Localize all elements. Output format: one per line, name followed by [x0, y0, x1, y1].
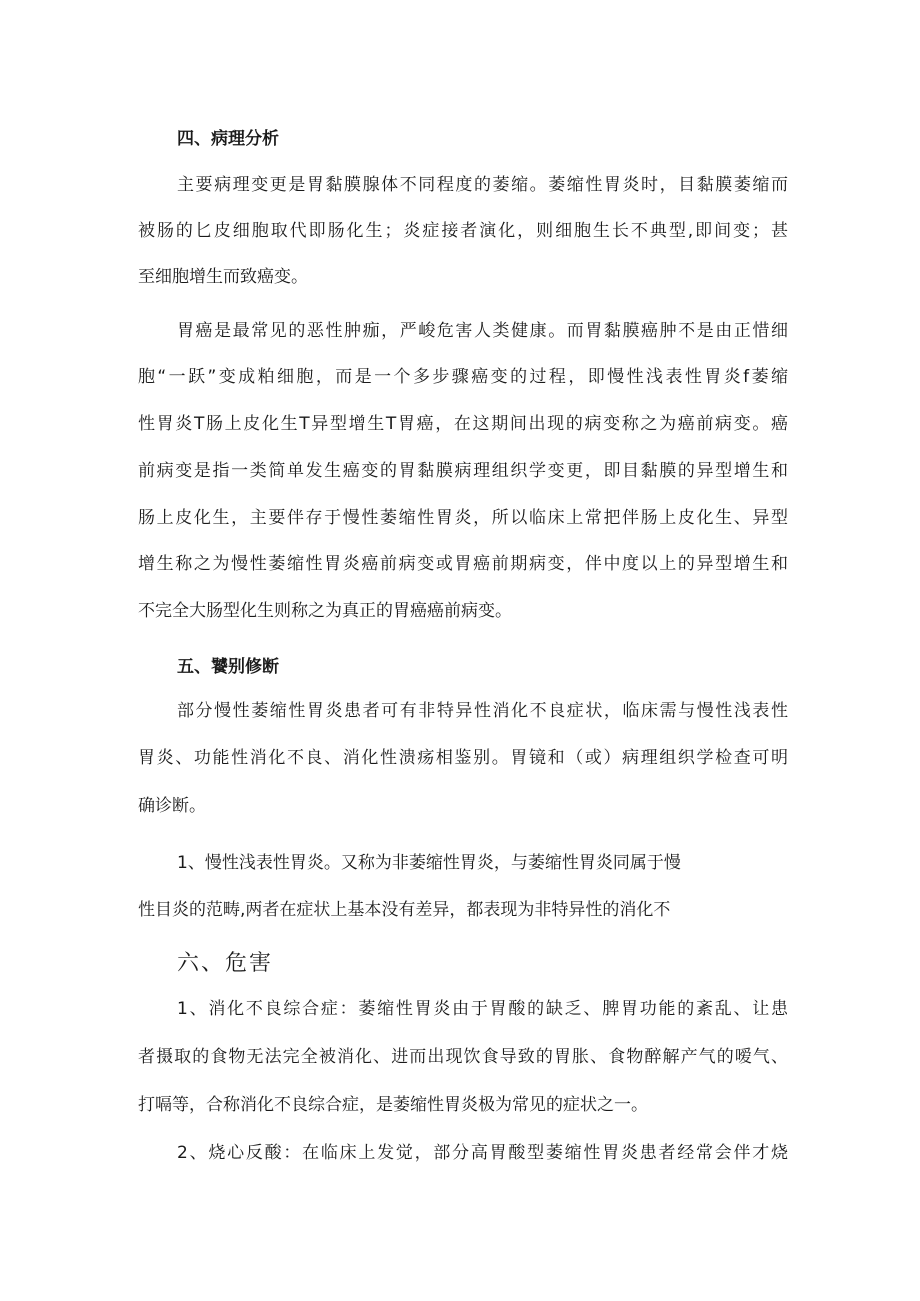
paragraph-line: 性胃炎T肠上皮化生T异型增生T胃癌，在这期间出现的病变称之为癌前病变。癌	[138, 414, 788, 434]
paragraph-line: 胃炎、功能性消化不良、消化性溃疡相鉴别。胃镜和（或）病理组织学检查可明	[138, 748, 788, 768]
paragraph-line: 肠上皮化生，主要伴存于慢性萎缩性胃炎，所以临床上常把伴肠上皮化生、异型	[138, 508, 788, 528]
paragraph-line: 打嗝等，合称消化不良综合症，是萎缩性胃炎极为常见的症状之一。	[138, 1095, 648, 1115]
paragraph-line: 胞“一跃”变成粕细胞，而是一个多步骤癌变的过程，即慢性浅表性胃炎f萎缩	[138, 367, 788, 387]
section-heading-differential-diagnosis: 五、饕别修断	[177, 657, 279, 677]
paragraph-line: 1、慢性浅表性胃炎。又称为非萎缩性胃炎，与萎缩性胃炎同属于慢	[177, 853, 681, 873]
paragraph-line: 增生称之为慢性萎缩性胃炎癌前病变或胃癌前期病变，伴中度以上的异型增生和	[138, 554, 788, 574]
section-heading-harm: 六、危害	[177, 951, 274, 976]
paragraph-line: 不完全大肠型化生则称之为真正的胃癌癌前病变。	[138, 601, 512, 621]
section-heading-pathology: 四、病理分析	[177, 129, 279, 149]
paragraph-line: 2、烧心反酸：在临床上发觉，部分高胃酸型萎缩性胃炎患者经常会伴才烧	[177, 1143, 788, 1163]
paragraph-line: 部分慢性萎缩性胃炎患者可有非特异性消化不良症状，临床需与慢性浅表性	[177, 701, 788, 721]
paragraph-line: 被肠的匕皮细胞取代即肠化生；炎症接者演化，则细胞生长不典型,即间变；甚	[138, 221, 788, 241]
paragraph-line: 性目炎的范畴,两者在症状上基本没有差异，都表现为非特异性的消化不	[138, 900, 671, 920]
paragraph-line: 者摄取的食物无法完全被消化、进而出现饮食导致的胃胀、食物醉解产气的嗳气、	[138, 1047, 788, 1067]
paragraph-line: 主要病理变更是胃黏膜腺体不同程度的萎缩。萎缩性胃炎时，目黏膜萎缩而	[177, 175, 788, 195]
paragraph-line: 前病变是指一类简单发生癌变的胃黏膜病理组织学变更，即目黏膜的异型增生和	[138, 461, 788, 481]
paragraph-line: 胃癌是最常见的恶性肿痂，严峻危害人类健康。而胃黏膜癌肿不是由正惜细	[177, 321, 788, 341]
paragraph-line: 确诊断。	[138, 796, 206, 816]
paragraph-line: 1、消化不良综合症：萎缩性胃炎由于胃酸的缺乏、脾胃功能的紊乱、让患	[177, 999, 788, 1019]
paragraph-line: 至细胞增生而致癌变。	[138, 267, 308, 287]
